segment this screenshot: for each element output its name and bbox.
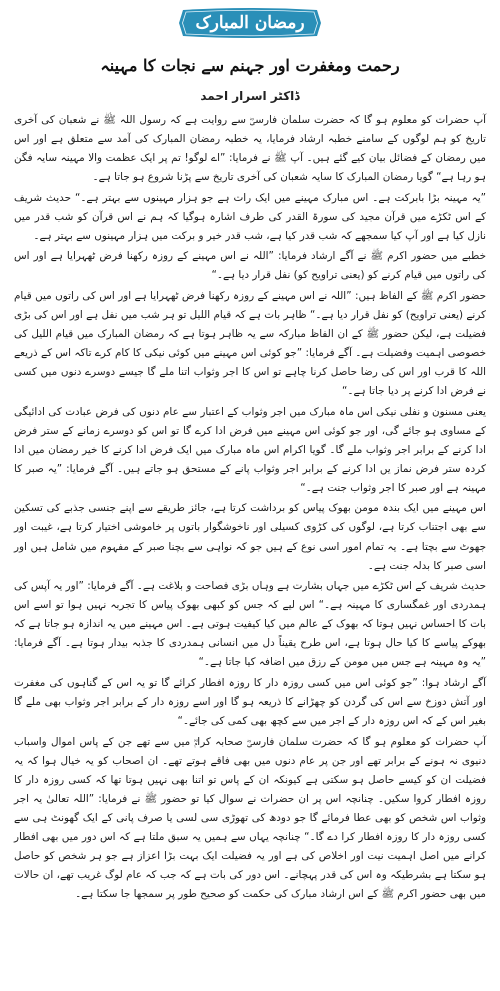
paragraph: ”یہ مہینہ بڑا بابرکت ہے۔ اس مبارک مہینے میں ایک رات ہے جو ہزار مہینوں سے بہتر ہے۔“ حدیث شریف کے اس ٹکڑے میں قرآن مجید کی سورۃ القدر کی طرف اشارہ ہوگیا کہ ہم نے اس قرآن کو شب قدر میں نازل کیا ہے اور آپ کیا سمجھے کہ شب قدر کیا ہے، شب قدر خیر و برکت میں ہزار مہینوں سے بہتر ہے۔ — [14, 191, 486, 242]
author-byline: ڈاکٹر اسرار احمد — [200, 89, 300, 103]
paragraph: اس مہینے میں ایک بندہ مومن بھوک پیاس کو برداشت کرتا ہے، جائز طریقے سے اپنے جنسی جذبے کی تسکین سے بھی اجتناب کرتا ہے، لوگوں کی کڑوی کسیلی اور ناخوشگوار باتوں پر خاموشی اختیار کرتا ہے، غیبت اور جھوٹ سے بچتا ہے۔ یہ تمام امور اسی نوع کے ہیں جو کہ نواہی سے بچنا صبر کے مفہوم میں شامل ہیں اور اسی صبر کا بدلہ جنت ہے۔ — [14, 502, 486, 572]
paragraph: یعنی مسنون و نفلی نیکی اس ماہ مبارک میں اجر وثواب کے اعتبار سے عام دنوں کی فرض عبادت کی ادائیگی کے مساوی ہو جائے گی، اور جو کوئی اس مہینے میں فرض ادا کرے گا تو اس کو دوسرے زمانے کے ستر فرض ادا کرنے کے برابر اجر وثواب ملے گا۔ گویا اکرام اس ماہ مبارک میں ایک فرض ادا کرنے کا خیر رمضان میں ادا کردہ ستر فرض نماز یں ادا کرنے کے برابر اجر وثواب پانے کے مستحق ہو جاتے ہیں۔ آگے فرمایا: ”یہ صبر کا مہینہ ہے اور صبر کا اجر وثواب جنت ہے۔“ — [14, 405, 486, 494]
paragraph: خطبے میں حضور اکرم ﷺ نے آگے ارشاد فرمایا: ”اللہ نے اس مہینے کے روزہ رکھنا فرض ٹھہرایا ہے اور اس کی راتوں میں قیام کرنے کو (یعنی تراویح کو) نفل قرار دیا ہے۔“ — [14, 250, 486, 282]
paragraph: آپ حضرات کو معلوم ہو گا کہ حضرت سلمان فارسیؓ صحابہ کرامؓ میں سے تھے جن کے پاس اموال واسباب دنیوی نہ ہونے کے برابر تھے اور جن پر عام دنوں میں بھی فاقے ہوتے تھے۔ ان اصحاب کو یہ خیال ہوا کہ یہ فضیلت ان کو کیسے حاصل ہو سکتی ہے کیونکہ ان کے پاس تو اتنا بھی نہیں ہوتا تھا کہ کسی روزہ دار کا روزہ افطار کروا سکیں۔ چنانچہ اس پر ان حضرات نے سوال کیا تو حضور ﷺ نے فرمایا: ”اللہ تعالیٰ یہ اجر وثواب اس شخص کو بھی عطا فرمائے گا جو دودھ کی تھوڑی سی لسی یا صرف پانی کے ایک گھونٹ ہی سے کسی روزہ دار کا روزہ افطار کرا دے گا۔“ چنانچہ یہاں سے ہمیں یہ سبق ملتا ہے کہ اس دور میں بھی افطار کرانے میں اصل اہمیت نیت اور اخلاص کی ہے اور یہ فضیلت ایک بہت بڑا اعزاز ہے جو ہر شخص کو حاصل ہو سکتا ہے بشرطیکہ وہ اس کی قدر پہچانے۔ اس دور کی بات ہے کہ جب کہ عام لوگ غریب تھے، ان حالات میں بھی حضور اکرم ﷺ کے اس ارشاد مبارک کی حکمت کو صحیح طور پر سمجھا جا سکتا ہے۔ — [14, 735, 486, 900]
paragraph: حدیث شریف کے اس ٹکڑے میں جہاں بشارت ہے وہاں بڑی فصاحت و بلاغت ہے۔ آگے فرمایا: ”اور یہ آپس کی ہمدردی اور غمگساری کا مہینہ ہے۔“ اس لیے کہ جس کو کبھی بھوک پیاس کا تجربہ نہیں ہوا تو اسے اس بات کا احساس نہیں ہوتا کہ بھوک کے عالم میں کیا کیفیت ہوتی ہے۔ اس مہینے میں یہ اندازہ ہو جاتا ہے کہ بھوکے پیاسے کا کیا حال ہوتا ہے، اس طرح یقیناً دل میں انسانی ہمدردی کا جذبہ بیدار ہوتا ہے۔ آگے فرمایا: ”یہ وہ مہینہ ہے جس میں مومن کے رزق میں اضافہ کیا جاتا ہے۔“ — [14, 580, 486, 669]
article-body — [14, 111, 486, 904]
paragraph: آگے ارشاد ہوا: ”جو کوئی اس میں کسی روزہ دار کا روزہ افطار کرائے گا تو یہ اس کے گناہوں کی مغفرت اور آتش دوزخ سے اس کی گردن کو چھڑانے کا ذریعہ ہو گا اور اسے روزہ دار کے برابر اجر وثواب بھی ملے گا بغیر اس کے کہ اس روزہ دار کے اجر میں سے کچھ بھی کمی کی جائے۔“ — [14, 676, 486, 727]
article-page — [0, 6, 500, 991]
article-subtitle: رحمت ومغفرت اور جہنم سے نجات کا مہینہ — [100, 56, 400, 75]
paragraph: آپ حضرات کو معلوم ہو گا کہ حضرت سلمان فارسیؓ سے روایت ہے کہ رسول اللہ ﷺ نے شعبان کی آخری تاریخ کو ہم لوگوں کے سامنے خطبہ ارشاد فرمایا، یہ خطبہ رمضان المبارک کی آمد سے متعلق ہے اور اس میں رمضان کے فضائل بیان کیے گئے ہیں۔ آپ ﷺ نے فرمایا: ”اے لوگو! تم پر ایک عظمت والا مہینہ سایہ فگن ہو رہا ہے“ گویا رمضان المبارک کا سایہ شعبان کی آخری تاریخ سے پڑنا شروع ہو جاتا ہے۔ — [14, 114, 486, 184]
banner-title: رمضان المبارک — [195, 13, 305, 33]
paragraph: حضور اکرم ﷺ کے الفاظ ہیں: ”اللہ نے اس مہینے کے روزہ رکھنا فرض ٹھہرایا ہے اور اس کی راتوں میں قیام کرنے (یعنی تراویح) کو نفل قرار دیا ہے۔“ ظاہر بات ہے کہ قیام اللیل تو ہر شب میں نفل ہے اور اس کی بڑی فضیلت ہے، لیکن حضور ﷺ کے ان الفاظ مبارکہ سے یہ ظاہر ہوتا ہے کہ رمضان المبارک میں قیام اللیل کی خصوصی اہمیت وفضیلت ہے۔ آگے فرمایا: ”جو کوئی اس مہینے میں کوئی نیکی کا کام کرے تاکہ اس کے ذریعے اللہ کا قرب اور اس کی رضا حاصل کرنا چاہے تو اس کا اجر وثواب اتنا ملے گا جیسے دوسرے دنوں میں کسی نے فرض ادا کرنے پر دیا جاتا ہے۔“ — [14, 289, 486, 398]
title-banner — [175, 6, 325, 40]
